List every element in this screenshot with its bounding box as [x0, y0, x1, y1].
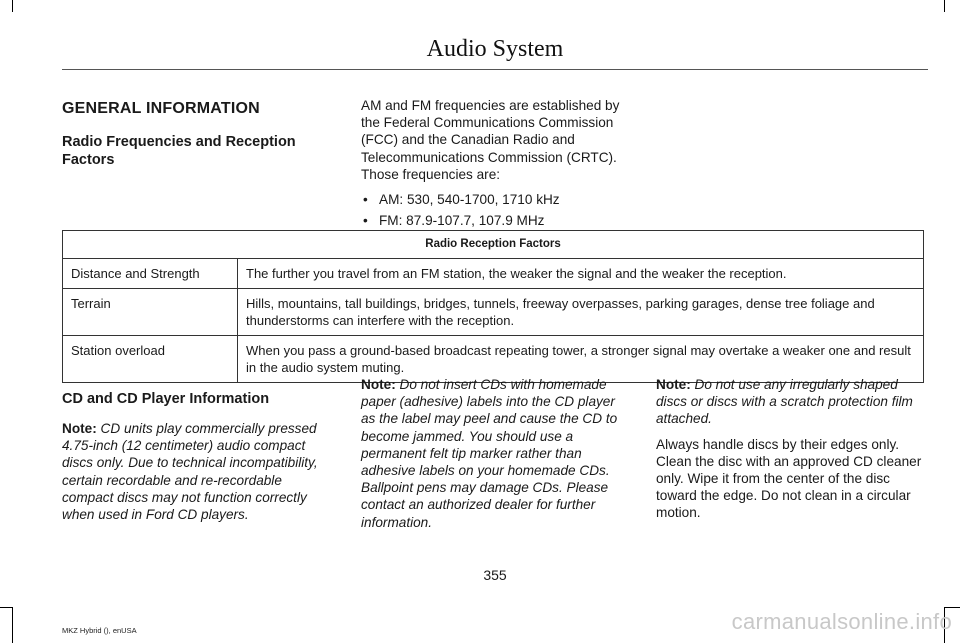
- crop-mark: [12, 0, 13, 12]
- note-text: Do not use any irregularly shaped discs or discs with a scratch protection film attached.: [656, 377, 913, 427]
- frequency-list: [361, 191, 641, 229]
- table-row: [63, 259, 924, 289]
- page-number: 355: [483, 567, 507, 583]
- table-cell-factor: Station overload: [63, 336, 238, 383]
- crop-mark: [12, 607, 13, 643]
- table-cell-description: The further you travel from an FM station, the weaker the signal and the weaker the reception.: [238, 259, 924, 289]
- left-top-column: [62, 100, 332, 169]
- note-label: Note:: [656, 377, 691, 392]
- watermark: carmanualsonline.info: [731, 609, 952, 634]
- table-row: [63, 289, 924, 336]
- cd-column-3: [656, 376, 924, 530]
- bullet-icon: •: [363, 213, 368, 229]
- right-top-column: [361, 97, 641, 233]
- table-cell-description: Hills, mountains, tall buildings, bridges, tunnels, freeway overpasses, parking garages, dense tree foliage and thunderstorms can interfere with the reception.: [238, 289, 924, 336]
- note-paragraph: [656, 376, 924, 428]
- handling-paragraph: Always handle discs by their edges only. Clean the disc with an approved CD cleaner only. Wipe it from the center of the disc toward the edge. Do not clean in a circular motion.: [656, 436, 922, 521]
- note-paragraph: [62, 420, 334, 523]
- section-heading: GENERAL INFORMATION: [62, 100, 260, 117]
- intro-paragraph: AM and FM frequencies are established by the Federal Communications Commission (FCC) and the Canadian Radio and Telecommunications Commission (CRTC). Those frequencies are:: [361, 98, 620, 182]
- header-rule: [62, 69, 928, 70]
- reception-factors-table: [62, 230, 924, 383]
- crop-mark: [944, 607, 960, 608]
- crop-mark: [0, 607, 12, 608]
- page-title: Audio System: [426, 36, 564, 62]
- table-cell-factor: Distance and Strength: [63, 259, 238, 289]
- cd-column-1: [62, 390, 334, 531]
- document-id: MKZ Hybrid (), enUSA: [62, 626, 137, 635]
- bullet-icon: •: [363, 192, 368, 208]
- list-item-text: FM: 87.9-107.7, 107.9 MHz: [379, 213, 545, 229]
- table-cell-factor: Terrain: [63, 289, 238, 336]
- table-title: Radio Reception Factors: [63, 231, 924, 259]
- crop-mark: [944, 0, 945, 12]
- note-label: Note:: [361, 377, 396, 392]
- cd-column-2: [361, 376, 633, 539]
- note-paragraph: [361, 376, 633, 531]
- list-item: [361, 191, 641, 208]
- list-item-text: AM: 530, 540-1700, 1710 kHz: [379, 192, 560, 208]
- table-header-row: [63, 231, 924, 259]
- note-text: CD units play commercially pressed 4.75-inch (12 centimeter) audio compact discs only. Due to technical incompatibility, certain recordable and re-recordable compact discs may not function correctly when used in Ford CD players.: [62, 421, 318, 523]
- list-item: [361, 212, 641, 229]
- note-label: Note:: [62, 421, 97, 436]
- table-cell-description: When you pass a ground-based broadcast repeating tower, a stronger signal may overtake a weaker one and result in the audio system muting.: [238, 336, 924, 383]
- subheading: Radio Frequencies and Reception Factors: [62, 134, 296, 169]
- note-text: Do not insert CDs with homemade paper (adhesive) labels into the CD player as the label may peel and cause the CD to become jammed. You should use a permanent felt tip marker rather than adhesive labels on your homemade CDs. Ballpoint pens may damage CDs. Please contact an authorized dealer for further information.: [361, 377, 618, 530]
- cd-heading: CD and CD Player Information: [62, 391, 270, 407]
